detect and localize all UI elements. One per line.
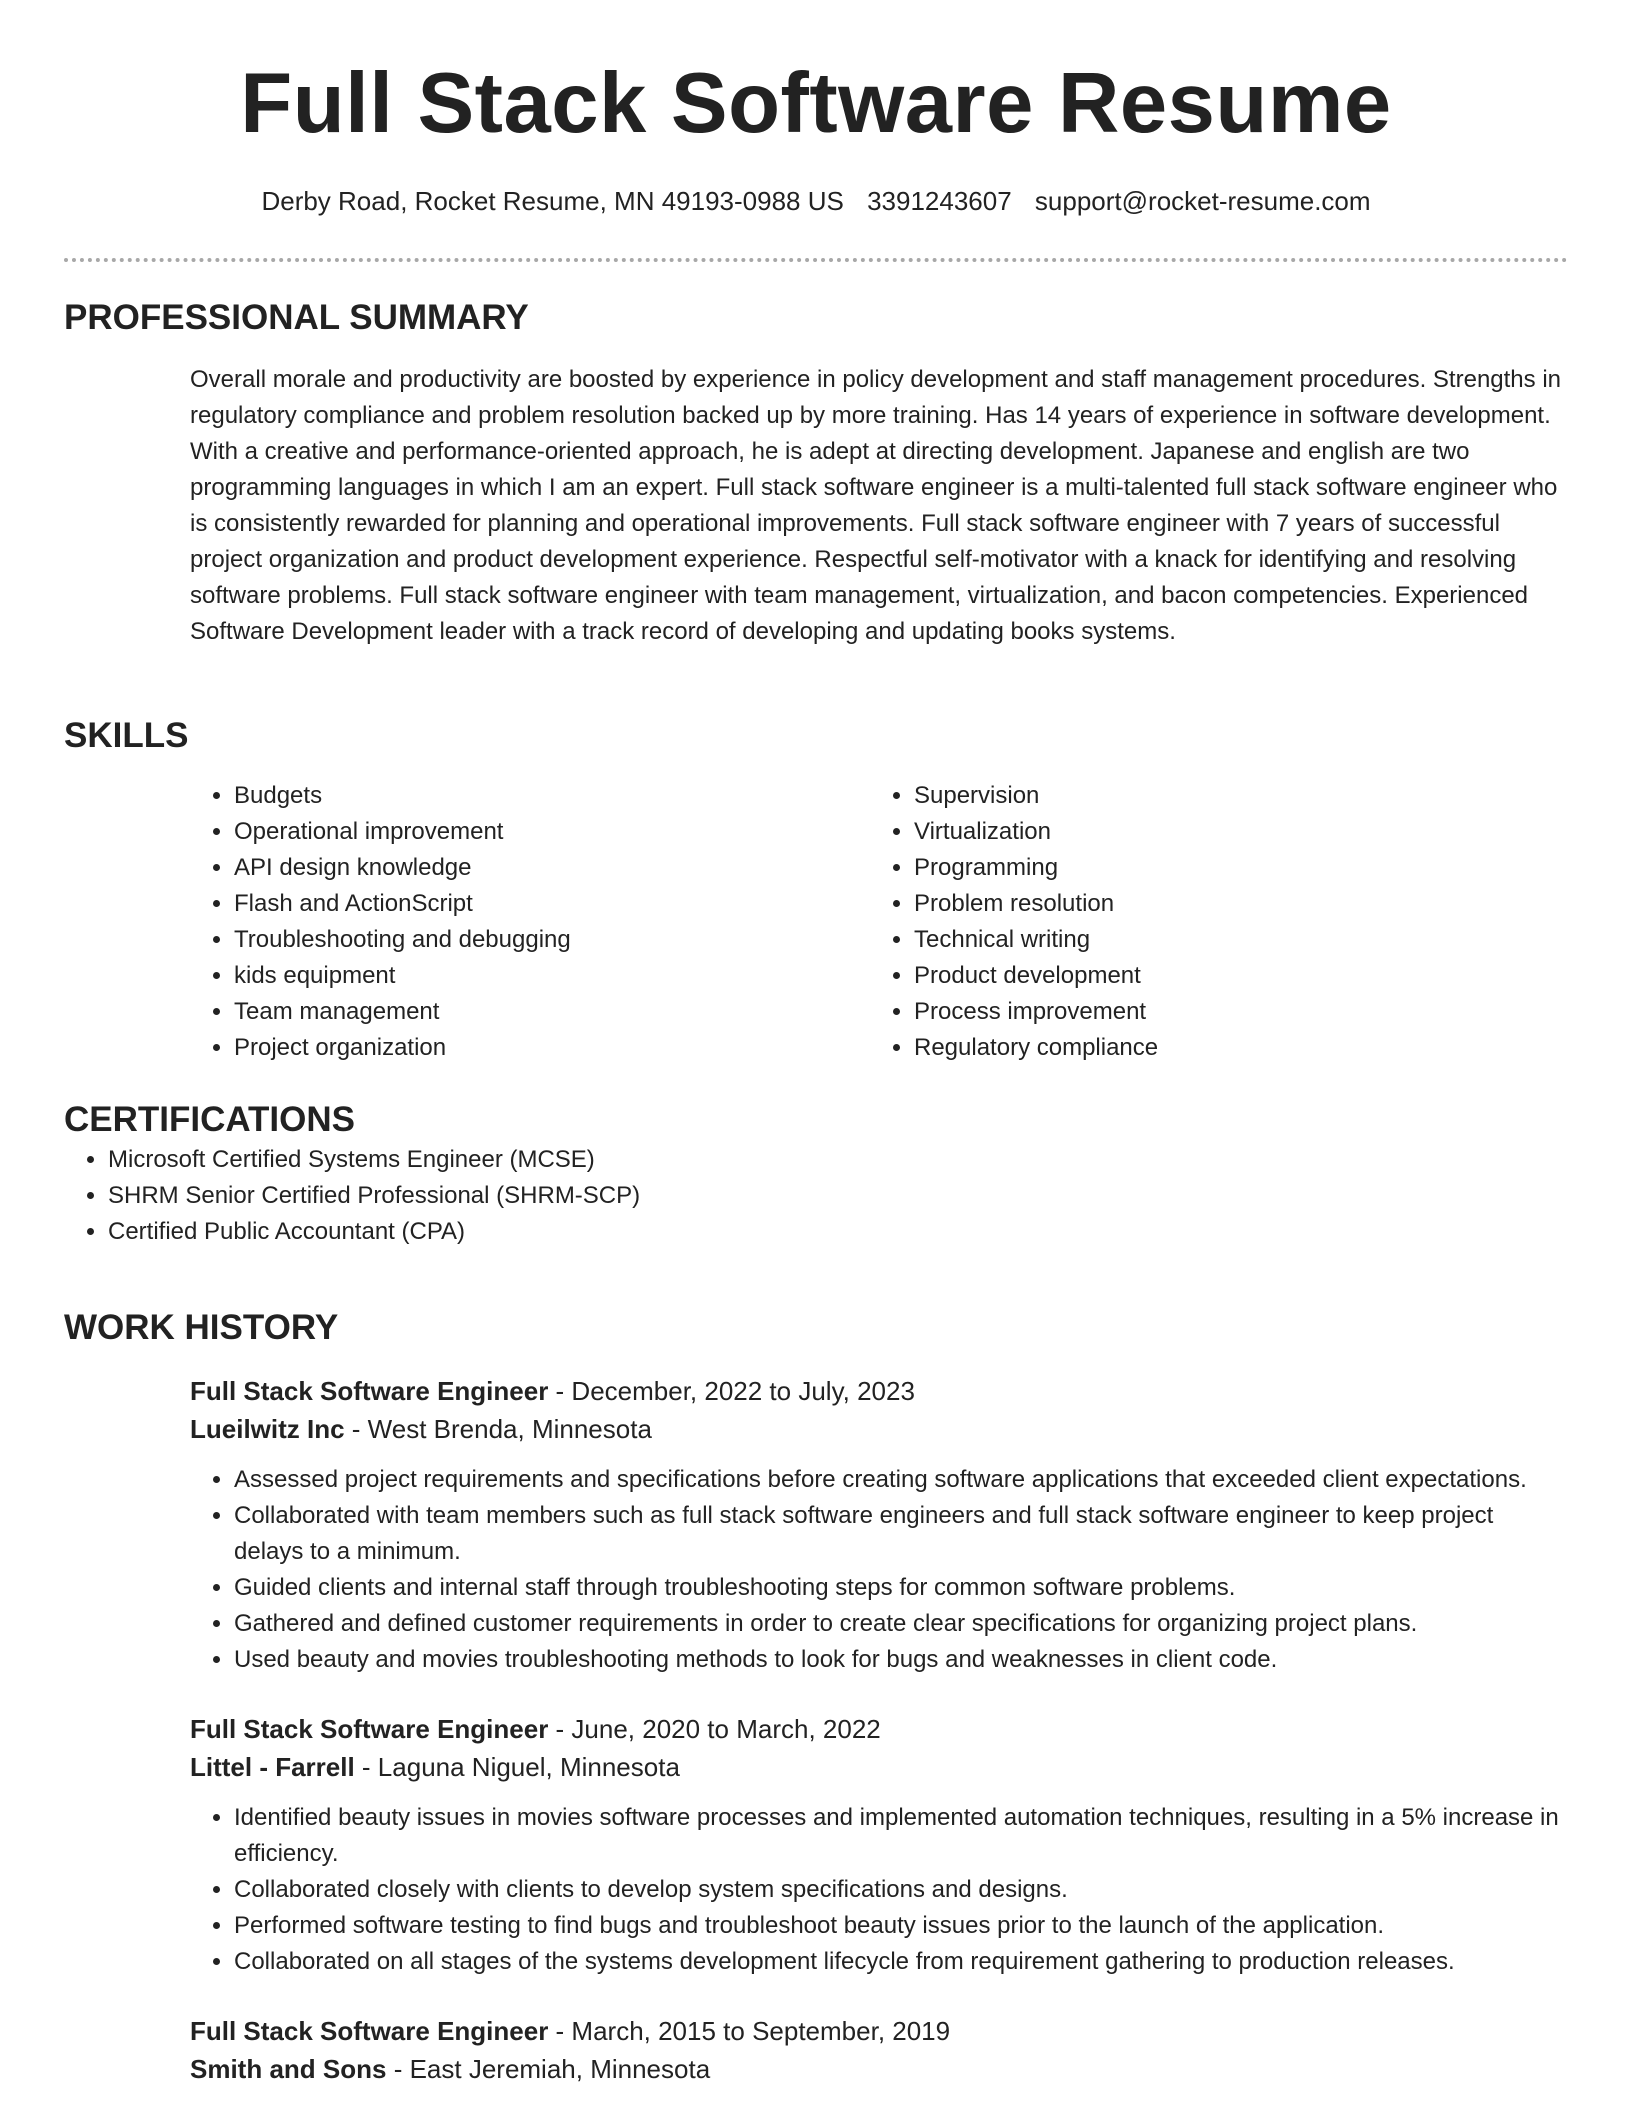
contact-phone: 3391243607 xyxy=(867,186,1012,216)
skills-heading: SKILLS xyxy=(64,716,189,755)
summary-heading: PROFESSIONAL SUMMARY xyxy=(64,298,529,337)
job-bullet: • Collaborated closely with clients to develop system specifications and designs. xyxy=(234,1872,1568,1908)
job-location: - Laguna Niguel, Minnesota xyxy=(354,1752,680,1782)
certifications-section xyxy=(64,1098,1568,1250)
job-title-line xyxy=(190,2012,1568,2050)
skill-item: • kids equipment xyxy=(234,958,870,994)
candidate-name: Full Stack Software Resume xyxy=(240,56,1392,151)
job-role: Full Stack Software Engineer xyxy=(190,2016,549,2046)
skills-list-right xyxy=(870,778,1550,1066)
job-title-line xyxy=(190,1372,1568,1410)
job-bullet: • Identified beauty issues in movies software processes and implemented automation techniques, resulting in a 5% increase in efficiency. xyxy=(234,1800,1568,1872)
job-entry xyxy=(190,1372,1568,1678)
skill-item: • Process improvement xyxy=(914,994,1550,1030)
skills-section xyxy=(64,714,1568,1066)
job-bullets xyxy=(190,1462,1568,1678)
skill-item: • Regulatory compliance xyxy=(914,1030,1550,1066)
summary-section xyxy=(64,296,1568,650)
skill-item: • Product development xyxy=(914,958,1550,994)
job-company: Lueilwitz Inc xyxy=(190,1414,345,1444)
job-bullet: • Performed software testing to find bugs and troubleshoot beauty issues prior to the launch of the application. xyxy=(234,1908,1568,1944)
skill-item: • Troubleshooting and debugging xyxy=(234,922,870,958)
contact-email: support@rocket-resume.com xyxy=(1034,186,1371,216)
skill-item: • Operational improvement xyxy=(234,814,870,850)
skills-column-right xyxy=(870,778,1550,1066)
header-divider xyxy=(64,258,1568,262)
job-role: Full Stack Software Engineer xyxy=(190,1714,549,1744)
certification-item: • Microsoft Certified Systems Engineer (MCSE) xyxy=(108,1142,1568,1178)
certification-item: • Certified Public Accountant (CPA) xyxy=(108,1214,1568,1250)
certification-item: • SHRM Senior Certified Professional (SHRM-SCP) xyxy=(108,1178,1568,1214)
skill-item: • Problem resolution xyxy=(914,886,1550,922)
job-bullet: • Guided clients and internal staff through troubleshooting steps for common software problems. xyxy=(234,1570,1568,1606)
job-dates: - March, 2015 to September, 2019 xyxy=(548,2016,951,2046)
contact-line xyxy=(64,184,1568,218)
job-title-line xyxy=(190,1710,1568,1748)
job-dates: - June, 2020 to March, 2022 xyxy=(548,1714,881,1744)
skills-columns xyxy=(190,778,1568,1066)
skills-list-left xyxy=(190,778,870,1066)
job-bullets xyxy=(190,1800,1568,1980)
certifications-list xyxy=(64,1142,1568,1250)
job-company-line xyxy=(190,1410,1568,1448)
skill-item: • API design knowledge xyxy=(234,850,870,886)
skill-item: • Technical writing xyxy=(914,922,1550,958)
job-bullet: • Collaborated with team members such as full stack software engineers and full stack software engineer to keep project delays to a minimum. xyxy=(234,1498,1568,1570)
job-bullet: • Collaborated on all stages of the systems development lifecycle from requirement gathering to production releases. xyxy=(234,1944,1568,1980)
job-company: Smith and Sons xyxy=(190,2054,387,2084)
skills-column-left xyxy=(190,778,870,1066)
job-bullet: • Used beauty and movies troubleshooting methods to look for bugs and weaknesses in client code. xyxy=(234,1642,1568,1678)
job-entry xyxy=(190,2012,1568,2088)
skill-item: • Supervision xyxy=(914,778,1550,814)
contact-address: Derby Road, Rocket Resume, MN 49193-0988 US xyxy=(261,186,844,216)
skill-item: • Project organization xyxy=(234,1030,870,1066)
resume-header xyxy=(64,0,1568,262)
job-bullet: • Gathered and defined customer requirements in order to create clear specifications for organizing project plans. xyxy=(234,1606,1568,1642)
certifications-heading: CERTIFICATIONS xyxy=(64,1100,356,1139)
work-history-section xyxy=(64,1306,1568,2088)
job-company: Littel - Farrell xyxy=(190,1752,355,1782)
job-location: - West Brenda, Minnesota xyxy=(344,1414,652,1444)
job-dates: - December, 2022 to July, 2023 xyxy=(548,1376,915,1406)
skill-item: • Team management xyxy=(234,994,870,1030)
skill-item: • Budgets xyxy=(234,778,870,814)
job-role: Full Stack Software Engineer xyxy=(190,1376,549,1406)
skill-item: • Virtualization xyxy=(914,814,1550,850)
job-company-line xyxy=(190,1748,1568,1786)
summary-text: Overall morale and productivity are boosted by experience in policy development and staff management procedures. Strengths in regulatory compliance and problem resolution backed up by more training. Has 14 years of experience in software development. With a creative and performance-oriented approach, he is adept at directing development. Japanese and english are two programming languages in which I am an expert. Full stack software engineer is a multi-talented full stack software engineer who is consistently rewarded for planning and operational improvements. Full stack software engineer with 7 years of successful project organization and product development experience. Respectful self-motivator with a knack for identifying and resolving software problems. Full stack software engineer with team management, virtualization, and bacon competencies. Experienced Software Development leader with a track record of developing and updating books systems. xyxy=(190,366,1561,645)
skill-item: • Programming xyxy=(914,850,1550,886)
job-bullet: • Assessed project requirements and specifications before creating software applications that exceeded client expectations. xyxy=(234,1462,1568,1498)
job-location: - East Jeremiah, Minnesota xyxy=(386,2054,711,2084)
job-entry xyxy=(190,1710,1568,1980)
skill-item: • Flash and ActionScript xyxy=(234,886,870,922)
work-history-heading: WORK HISTORY xyxy=(64,1308,339,1347)
job-company-line xyxy=(190,2050,1568,2088)
